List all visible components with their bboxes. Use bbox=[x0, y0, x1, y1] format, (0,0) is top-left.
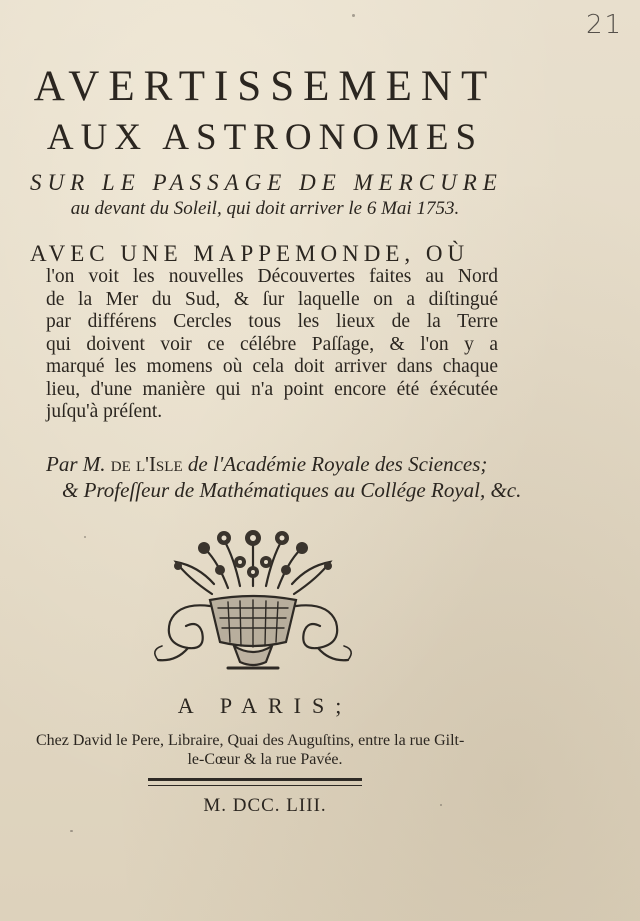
author-affiliation: de l'Académie Royale des Sciences; bbox=[187, 452, 488, 476]
description-block bbox=[46, 266, 498, 424]
description-line: l'on voit les nouvelles Découvertes faites au Nord bbox=[46, 266, 498, 287]
page-number: 21 bbox=[586, 10, 624, 40]
author-par: Par M. bbox=[46, 452, 106, 476]
author-line-2: & Profeſſeur de Mathématiques au Collége Royal, &c. bbox=[62, 478, 522, 502]
imprint-date: M. DCC. LIII. bbox=[203, 795, 327, 816]
description-line: de la Mer du Sud, & ſur laquelle on a diſtingué bbox=[46, 288, 498, 310]
description-line: marqué les momens où cela doit arriver dans chaque bbox=[46, 356, 498, 377]
flower-basket-vignette bbox=[148, 522, 358, 682]
paper-speck bbox=[70, 830, 73, 832]
author-name: de l'Isle bbox=[110, 452, 183, 476]
paper-speck bbox=[352, 14, 355, 17]
divider-rule-thick bbox=[148, 778, 362, 781]
subtitle-head: AVEC UNE MAPPEMONDE, OÙ bbox=[30, 241, 470, 266]
author-line-1 bbox=[46, 452, 487, 477]
title-line-1: AVERTISSEMENT bbox=[33, 63, 497, 110]
description-line: juſqu'à préſent. bbox=[46, 401, 163, 422]
paper-speck bbox=[84, 536, 86, 538]
title-line-3: SUR LE PASSAGE DE MERCURE bbox=[30, 170, 503, 195]
title-line-2: AUX ASTRONOMES bbox=[46, 117, 484, 158]
imprint-place: A PARIS; bbox=[177, 693, 353, 718]
divider-rule-thin bbox=[148, 785, 362, 786]
paper-speck bbox=[440, 804, 442, 806]
description-line: qui doivent voir ce célébre Paſſage, & l'on y a bbox=[46, 333, 498, 355]
description-line: par différens Cercles tous les lieux de la Terre bbox=[46, 311, 498, 332]
title-line-4: au devant du Soleil, qui doit arriver le 6 Mai 1753. bbox=[70, 198, 460, 219]
imprint-printer-line-1: Chez David le Pere, Libraire, Quai des Auguſtins, entre la rue Gilt- bbox=[36, 732, 465, 749]
imprint-printer-line-2: le-Cœur & la rue Pavée. bbox=[187, 751, 343, 768]
description-line: lieu, d'une manière qui n'a point encore été éxécutée bbox=[46, 378, 498, 400]
